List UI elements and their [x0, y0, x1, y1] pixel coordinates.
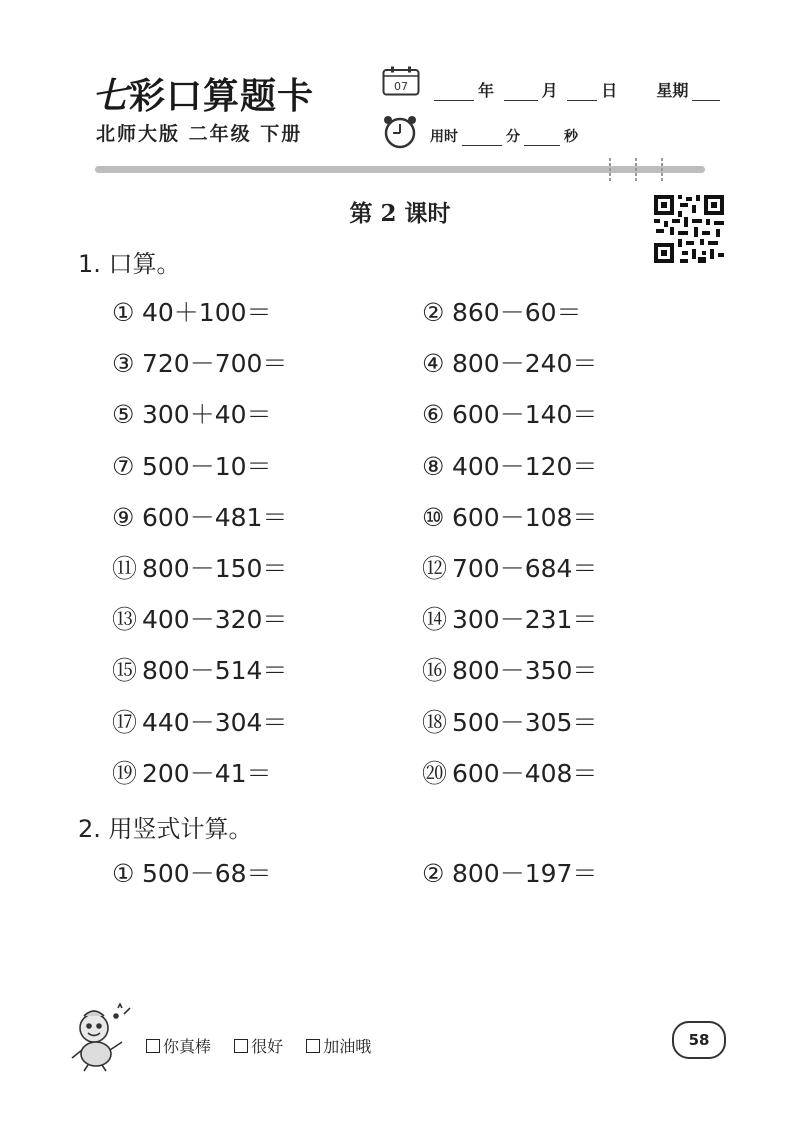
checkbox-keep-going[interactable] [306, 1039, 320, 1053]
rating-label-excellent: 你真棒 [163, 1037, 212, 1056]
year-label: 年 [478, 81, 495, 100]
problem-item [112, 703, 287, 739]
problem-expression: 440－304＝ [142, 707, 288, 737]
problem-expression: 600－108＝ [452, 502, 598, 532]
problem-number: ④ [422, 349, 445, 379]
rating-option-good[interactable] [234, 1037, 283, 1056]
checkbox-excellent[interactable] [146, 1039, 160, 1053]
problem-expression: 600－140＝ [452, 400, 598, 430]
problem-number: ② [422, 298, 445, 327]
problem-number: ⑤ [112, 400, 135, 430]
brand-logo [92, 68, 314, 119]
lesson-title: 第 2 课时 [349, 200, 451, 227]
problem-expression: 800－514＝ [142, 656, 288, 686]
problem-expression: 600－481＝ [142, 502, 288, 532]
checkbox-good[interactable] [234, 1039, 248, 1053]
problem-item [112, 498, 287, 534]
day-blank[interactable] [567, 84, 597, 101]
problem-number: ① [112, 859, 135, 888]
problem-expression: 800－150＝ [142, 554, 288, 583]
problem-expression: 40＋100＝ [142, 298, 272, 327]
problem-item [422, 344, 597, 380]
problem-item [422, 293, 582, 329]
brand-logo-first-char: 七 [92, 75, 130, 117]
problem-item [422, 651, 597, 687]
seconds-blank[interactable] [524, 129, 560, 146]
problem-item [112, 600, 287, 636]
problem-expression: 860－60＝ [452, 298, 582, 327]
problem-item [422, 600, 597, 636]
problem-expression: 500－10＝ [142, 451, 272, 481]
page-number: 58 [672, 1021, 726, 1059]
problem-expression: 720－700＝ [142, 349, 288, 379]
problem-number: ⑧ [422, 451, 445, 481]
problem-expression: 800－197＝ [452, 859, 598, 888]
problem-item [422, 395, 597, 431]
seconds-label: 秒 [564, 129, 578, 145]
problem-item [112, 754, 272, 790]
self-rating-options [146, 1034, 389, 1057]
problem-number: ⑪ [112, 554, 138, 583]
weekday-blank[interactable] [692, 84, 720, 101]
mascot-illustration [66, 1002, 136, 1072]
problem-number: ⑥ [422, 400, 445, 430]
edition-label: 北师大版 二年级 下册 [96, 123, 303, 145]
problem-expression: 400－120＝ [452, 451, 598, 481]
qr-code-icon[interactable] [652, 193, 726, 265]
problem-item [112, 651, 287, 687]
problem-number: ⑩ [422, 502, 445, 532]
rating-option-keep-going[interactable] [306, 1037, 371, 1056]
binder-rings-icon [600, 156, 670, 184]
problem-expression: 300＋40＝ [142, 400, 272, 430]
rating-label-good: 很好 [251, 1037, 284, 1056]
section-1-heading: 1. 口算。 [78, 250, 181, 278]
problem-expression: 700－684＝ [452, 554, 598, 583]
problem-number: ⑰ [112, 707, 138, 737]
problem-item [112, 854, 272, 890]
month-label: 月 [541, 81, 558, 100]
weekday-label: 星期 [656, 81, 689, 100]
problem-number: ⑱ [422, 707, 448, 737]
problem-expression: 500－305＝ [452, 707, 598, 737]
problem-number: ⑳ [422, 758, 448, 788]
problem-item [422, 854, 597, 890]
section-2-heading: 2. 用竖式计算。 [78, 815, 253, 843]
brand-logo-text: 彩口算题卡 [129, 76, 315, 117]
problem-number: ⑬ [112, 605, 138, 635]
problem-number: ⑦ [112, 451, 135, 481]
problem-number: ② [422, 859, 445, 888]
problem-number: ⑫ [422, 554, 448, 583]
problem-expression: 800－350＝ [452, 656, 598, 686]
month-blank[interactable] [504, 84, 538, 101]
problem-item [422, 498, 597, 534]
time-used-label: 用时 [430, 129, 458, 145]
problem-item [112, 549, 287, 585]
problem-number: ⑨ [112, 502, 135, 532]
time-fill-line [430, 126, 578, 146]
problem-expression: 400－320＝ [142, 605, 288, 635]
date-fill-line [430, 78, 724, 101]
problem-item [422, 447, 597, 483]
problem-number: ① [112, 298, 135, 327]
problem-number: ⑲ [112, 758, 138, 788]
problem-expression: 200－41＝ [142, 758, 272, 788]
minutes-label: 分 [506, 129, 520, 145]
problem-expression: 800－240＝ [452, 349, 598, 379]
alarm-clock-icon [382, 114, 418, 150]
problem-number: ③ [112, 349, 135, 379]
rating-option-excellent[interactable] [146, 1037, 211, 1056]
problem-item [422, 754, 597, 790]
problem-number: ⑮ [112, 656, 138, 686]
problem-item [112, 447, 272, 483]
problem-item [422, 549, 597, 585]
calendar-icon [382, 66, 420, 96]
problem-expression: 500－68＝ [142, 859, 272, 888]
year-blank[interactable] [434, 84, 474, 101]
problem-item [112, 395, 272, 431]
problem-expression: 300－231＝ [452, 605, 598, 635]
rating-label-keep-going: 加油哦 [323, 1037, 372, 1056]
problem-item [112, 293, 272, 329]
problem-item [112, 344, 287, 380]
problem-number: ⑭ [422, 605, 448, 635]
calendar-day: 07 [394, 80, 408, 93]
day-label: 日 [601, 81, 618, 100]
minutes-blank[interactable] [462, 129, 502, 146]
problem-item [422, 703, 597, 739]
problem-expression: 600－408＝ [452, 758, 598, 788]
problem-number: ⑯ [422, 656, 448, 686]
